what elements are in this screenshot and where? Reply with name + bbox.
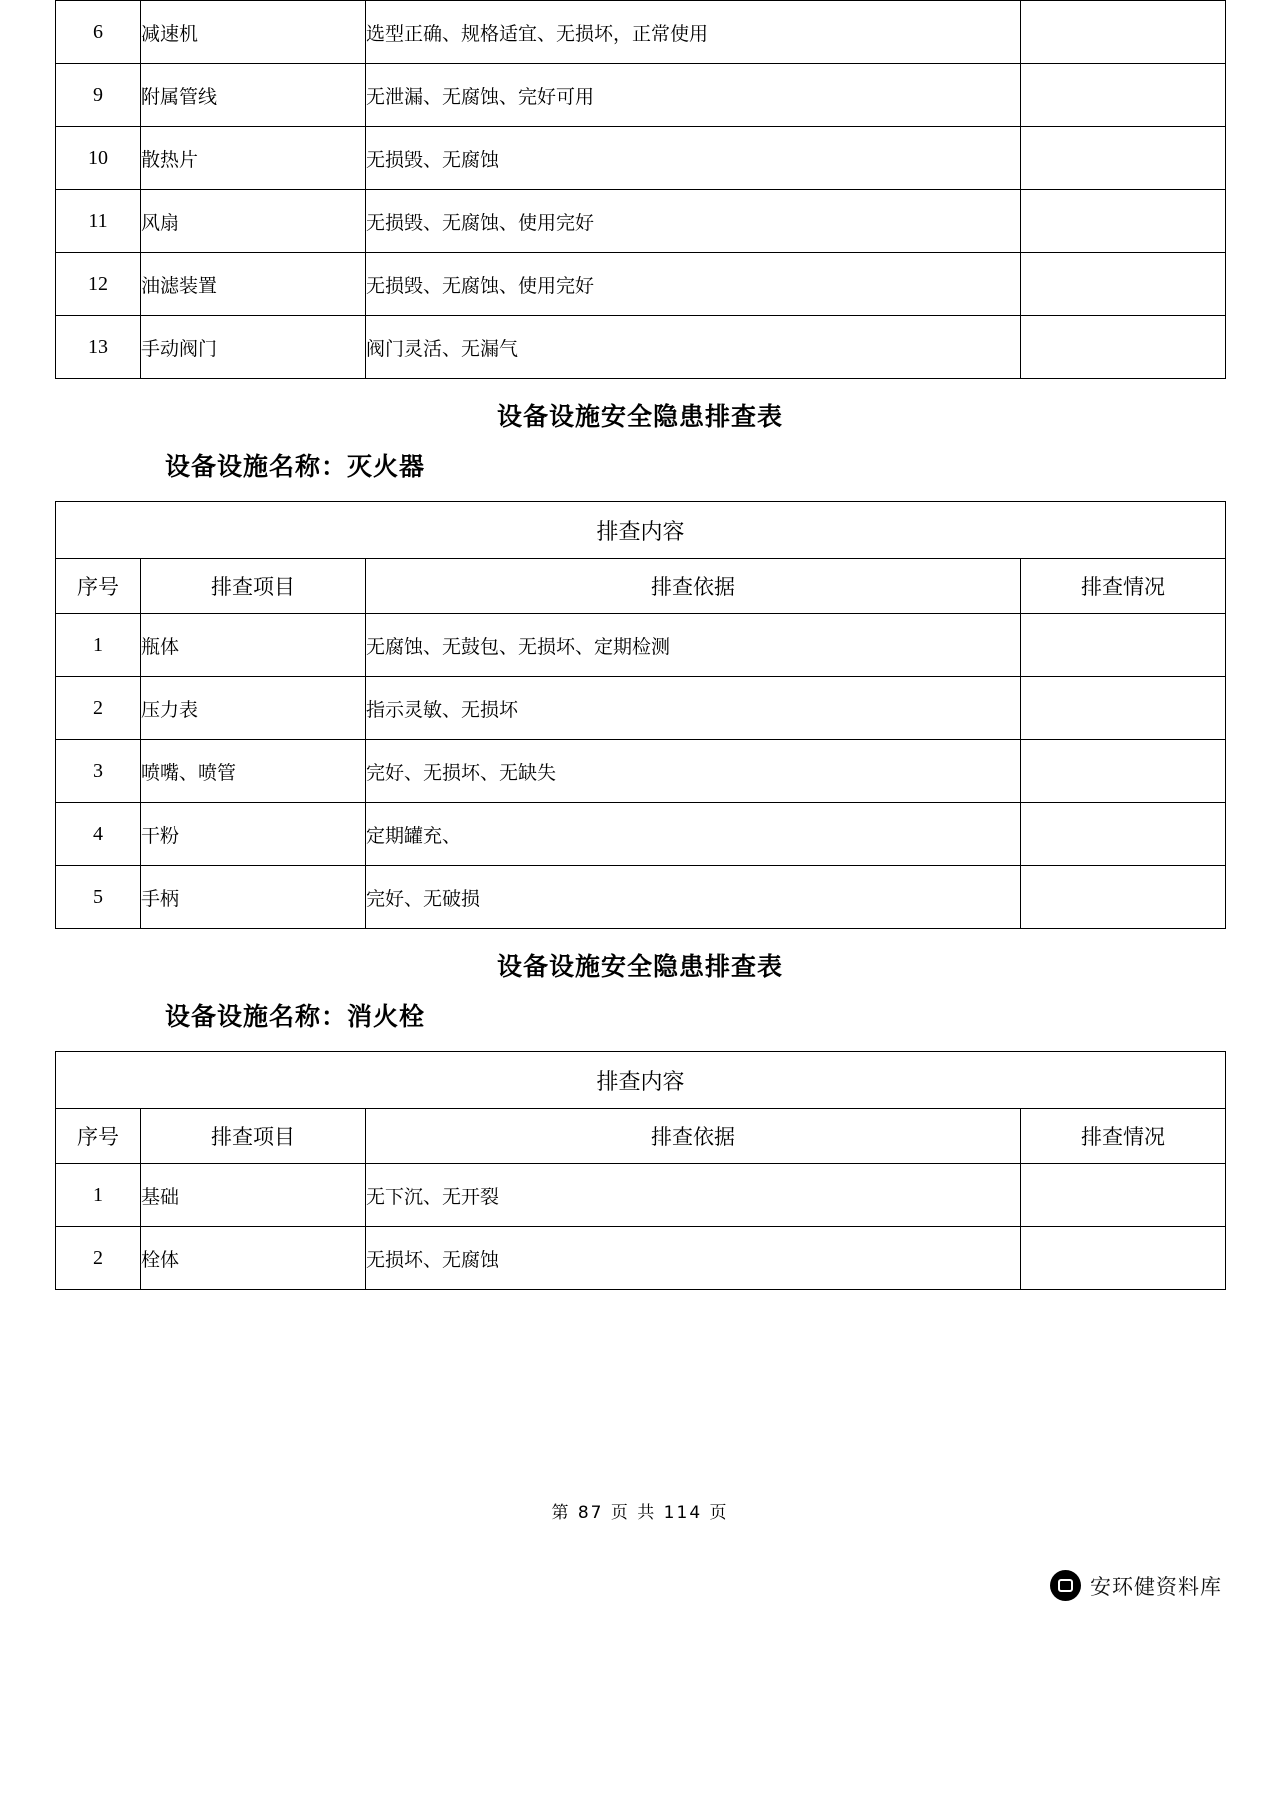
row-no: 3 [56, 740, 141, 803]
content-header: 排查内容 [56, 1052, 1226, 1109]
row-no: 4 [56, 803, 141, 866]
table-row [56, 1164, 1226, 1227]
row-status [1021, 614, 1226, 677]
row-no: 10 [56, 127, 141, 190]
column-header-status: 排查情况 [1021, 1109, 1226, 1164]
row-status [1021, 677, 1226, 740]
row-status [1021, 740, 1226, 803]
row-status [1021, 803, 1226, 866]
row-basis: 无损毁、无腐蚀、使用完好 [366, 190, 1021, 253]
row-basis: 选型正确、规格适宜、无损坏，正常使用 [366, 1, 1021, 64]
column-header-no: 序号 [56, 559, 141, 614]
column-header-status: 排查情况 [1021, 559, 1226, 614]
table-row [56, 316, 1226, 379]
watermark-label: 安环健资料库 [1090, 1574, 1222, 1599]
row-status [1021, 316, 1226, 379]
table-row [56, 740, 1226, 803]
row-no: 11 [56, 190, 141, 253]
row-item: 干粉 [141, 803, 366, 866]
row-item: 散热片 [141, 127, 366, 190]
table-row [56, 1227, 1226, 1290]
row-item: 风扇 [141, 190, 366, 253]
page-footer: 第 87 页 共 114 页 [551, 1503, 729, 1523]
row-status [1021, 1164, 1226, 1227]
table-header-row [56, 559, 1226, 614]
row-item: 瓶体 [141, 614, 366, 677]
table-header-content [56, 502, 1226, 559]
row-item: 油滤装置 [141, 253, 366, 316]
row-status [1021, 1227, 1226, 1290]
table-header-content [56, 1052, 1226, 1109]
table-row [56, 253, 1226, 316]
row-status [1021, 866, 1226, 929]
row-status [1021, 127, 1226, 190]
row-no: 6 [56, 1, 141, 64]
table-row [56, 614, 1226, 677]
row-item: 栓体 [141, 1227, 366, 1290]
table-continued [55, 0, 1226, 379]
row-status [1021, 64, 1226, 127]
row-basis: 指示灵敏、无损坏 [366, 677, 1021, 740]
column-header-item: 排查项目 [141, 1109, 366, 1164]
row-no: 2 [56, 1227, 141, 1290]
row-item: 喷嘴、喷管 [141, 740, 366, 803]
equipment-name-hydrant: 设备设施名称：消火栓 [165, 1002, 426, 1031]
row-status [1021, 253, 1226, 316]
content-header: 排查内容 [56, 502, 1226, 559]
row-item: 附属管线 [141, 64, 366, 127]
row-basis: 完好、无损坏、无缺失 [366, 740, 1021, 803]
equipment-name-fire-extinguisher: 设备设施名称：灭火器 [165, 452, 426, 481]
row-item: 减速机 [141, 1, 366, 64]
watermark [1050, 1570, 1222, 1601]
table-row [56, 803, 1226, 866]
table-row [56, 190, 1226, 253]
table-row [56, 866, 1226, 929]
table-row [56, 677, 1226, 740]
row-basis: 无损毁、无腐蚀、使用完好 [366, 253, 1021, 316]
row-basis: 无腐蚀、无鼓包、无损坏、定期检测 [366, 614, 1021, 677]
row-basis: 无泄漏、无腐蚀、完好可用 [366, 64, 1021, 127]
column-header-basis: 排查依据 [366, 1109, 1021, 1164]
row-no: 1 [56, 1164, 141, 1227]
wechat-account-icon [1050, 1570, 1081, 1601]
table-hydrant [55, 1051, 1226, 1290]
row-basis: 定期罐充、 [366, 803, 1021, 866]
row-item: 基础 [141, 1164, 366, 1227]
table-row [56, 127, 1226, 190]
row-item: 手动阀门 [141, 316, 366, 379]
column-header-basis: 排查依据 [366, 559, 1021, 614]
row-no: 9 [56, 64, 141, 127]
column-header-no: 序号 [56, 1109, 141, 1164]
column-header-item: 排查项目 [141, 559, 366, 614]
table-row [56, 1, 1226, 64]
table-header-row [56, 1109, 1226, 1164]
row-basis: 阀门灵活、无漏气 [366, 316, 1021, 379]
row-status [1021, 1, 1226, 64]
row-basis: 无下沉、无开裂 [366, 1164, 1021, 1227]
row-no: 12 [56, 253, 141, 316]
row-no: 1 [56, 614, 141, 677]
row-item: 压力表 [141, 677, 366, 740]
table-fire-extinguisher [55, 501, 1226, 929]
page-title-hydrant: 设备设施安全隐患排查表 [496, 952, 783, 981]
row-item: 手柄 [141, 866, 366, 929]
row-basis: 完好、无破损 [366, 866, 1021, 929]
row-no: 5 [56, 866, 141, 929]
row-status [1021, 190, 1226, 253]
row-basis: 无损坏、无腐蚀 [366, 1227, 1021, 1290]
table-row [56, 64, 1226, 127]
row-no: 2 [56, 677, 141, 740]
page-title-fire-extinguisher: 设备设施安全隐患排查表 [496, 402, 783, 431]
row-no: 13 [56, 316, 141, 379]
row-basis: 无损毁、无腐蚀 [366, 127, 1021, 190]
